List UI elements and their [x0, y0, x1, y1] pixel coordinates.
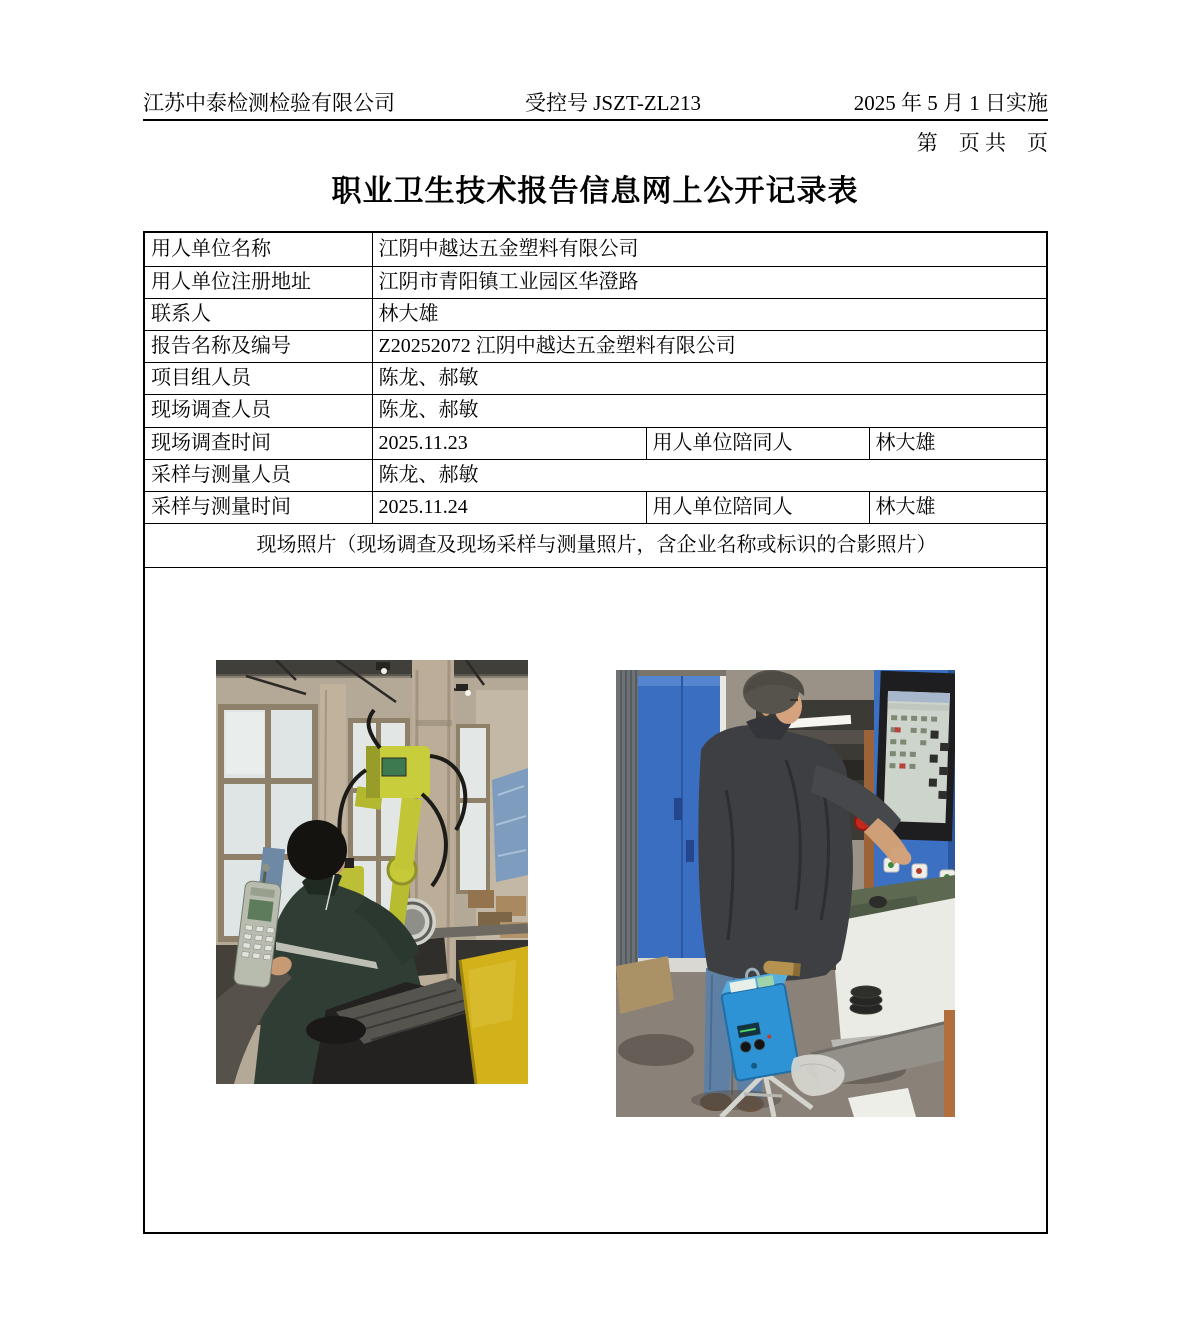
- field-label: 项目组人员: [144, 362, 372, 394]
- field-label: 采样与测量人员: [144, 459, 372, 491]
- table-row: [144, 427, 1047, 459]
- field-value: 2025.11.24: [372, 491, 646, 523]
- field-value: 陈龙、郝敏: [372, 362, 1047, 394]
- field-value: 陈龙、郝敏: [372, 394, 1047, 427]
- photo-area: [151, 570, 1042, 1230]
- field-value: Z20252072 江阴中越达五金塑料有限公司: [372, 330, 1047, 362]
- page-title: 职业卫生技术报告信息网上公开记录表: [331, 175, 859, 208]
- photo-row: [144, 567, 1047, 1233]
- field-label: 用人单位陪同人: [646, 491, 869, 523]
- field-label: 采样与测量时间: [144, 491, 372, 523]
- field-label: 报告名称及编号: [144, 330, 372, 362]
- field-value: 林大雄: [869, 427, 1047, 459]
- table-row: [144, 362, 1047, 394]
- field-label: 用人单位陪同人: [646, 427, 869, 459]
- page-number-line: 第 页 共 页: [916, 131, 1048, 155]
- field-label: 联系人: [144, 298, 372, 330]
- photo-caption-row: [144, 523, 1047, 567]
- table-row: [144, 330, 1047, 362]
- field-value: 江阴中越达五金塑料有限公司: [372, 232, 1047, 266]
- field-label: 用人单位名称: [144, 232, 372, 266]
- site-survey-photo: [216, 660, 528, 1084]
- table-row: [144, 298, 1047, 330]
- table-row: [144, 266, 1047, 298]
- field-value: 林大雄: [372, 298, 1047, 330]
- document-header: [143, 84, 1048, 121]
- header-control-number: 受控号 JSZT-ZL213: [525, 91, 701, 115]
- field-value: 林大雄: [869, 491, 1047, 523]
- field-label: 用人单位注册地址: [144, 266, 372, 298]
- sampling-photo-illustration: [616, 670, 955, 1117]
- site-survey-photo-illustration: [216, 660, 528, 1084]
- table-row: [144, 232, 1047, 266]
- table-row: [144, 394, 1047, 427]
- photo-cell: [144, 567, 1047, 1233]
- field-value: 陈龙、郝敏: [372, 459, 1047, 491]
- field-value: 2025.11.23: [372, 427, 646, 459]
- header-company: 江苏中泰检测检验有限公司: [143, 91, 395, 115]
- ring-stack: [850, 986, 882, 1014]
- field-label: 现场调查时间: [144, 427, 372, 459]
- table-row: [144, 491, 1047, 523]
- header-implement-date: 2025 年 5 月 1 日实施: [853, 91, 1048, 115]
- table-row: [144, 459, 1047, 491]
- photo-caption: 现场照片（现场调查及现场采样与测量照片，含企业名称或标识的合影照片）: [144, 523, 1047, 567]
- field-value: 江阴市青阳镇工业园区华澄路: [372, 266, 1047, 298]
- sampling-measurement-photo: [616, 670, 955, 1117]
- field-label: 现场调查人员: [144, 394, 372, 427]
- record-form-table: [143, 231, 1048, 1234]
